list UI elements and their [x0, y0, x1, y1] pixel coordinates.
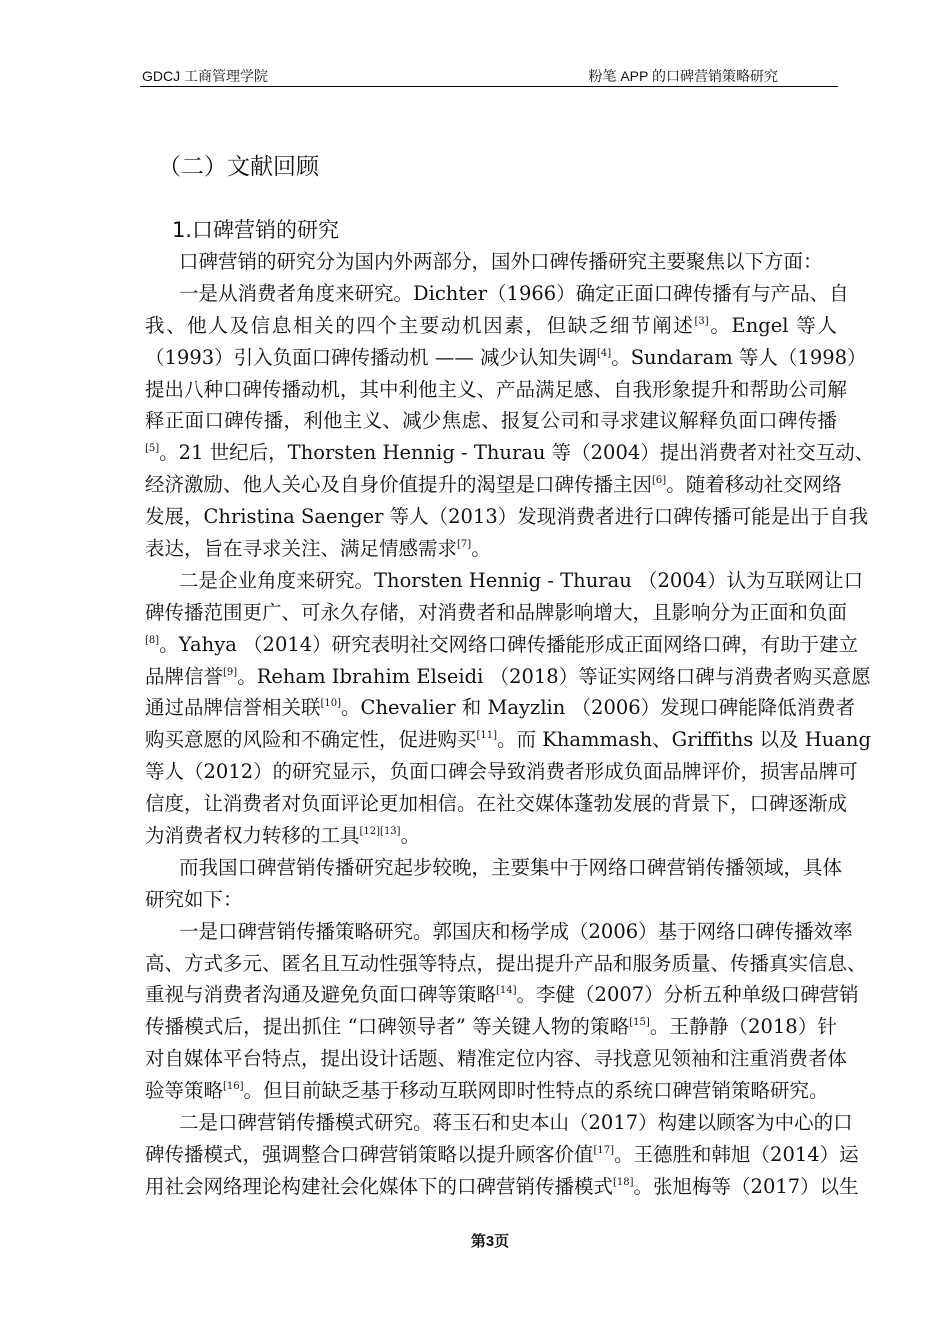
citation-ref: [8]: [145, 634, 160, 646]
citation-ref: [10]: [320, 698, 342, 710]
text-line: [145, 501, 869, 533]
citation-ref: [16]: [223, 1081, 244, 1093]
body-text: [145, 246, 875, 1203]
text-run: 二是口碑营销传播模式研究。蒋玉石和史本山（2017）构建以顾客为中心的口: [179, 1111, 853, 1135]
text-line: [145, 692, 856, 724]
text-line: [145, 565, 864, 597]
text-line: [145, 884, 837, 916]
text-line: [145, 469, 842, 501]
text-run: 购买意愿的风险和不确定性，促进购买: [145, 728, 477, 752]
text-run: 通过品牌信誉相关联: [145, 696, 321, 720]
text-run: 传播模式后，提出抓住 “口碑领导者” 等关键人物的策略: [145, 1015, 630, 1039]
text-run: 信度，让消费者对负面评论更加相信。在社交媒体蓬勃发展的背景下，口碑逐渐成: [145, 792, 848, 816]
section-title: （二）文献回顾: [158, 154, 319, 180]
text-run: 碑传播模式，强调整合口碑营销策略以提升顾客价值: [145, 1142, 594, 1166]
citation-ref: [4]: [597, 347, 612, 359]
text-line: [145, 661, 871, 693]
header-right: 粉笔 APP 的口碑营销策略研究: [588, 68, 778, 84]
text-run: 研究如下：: [145, 887, 243, 911]
text-line: [145, 1011, 837, 1043]
text-run: 。张旭梅等（2017）以生: [633, 1174, 859, 1198]
text-run: 发展，Christina Saenger 等人（2013）发现消费者进行口碑传播可能是出于自我: [145, 505, 869, 529]
text-run: 对自媒体平台特点，提出设计话题、精准定位内容、寻找意见领袖和注重消费者体: [145, 1047, 848, 1071]
citation-ref: [17]: [593, 1144, 615, 1156]
text-line: [145, 724, 871, 756]
text-run: 表达，旨在寻求关注、满足情感需求: [145, 537, 458, 561]
text-run: 等人（2012）的研究显示，负面口碑会导致消费者形成负面品牌评价，损害品牌可: [145, 760, 858, 784]
citation-ref: [3]: [694, 315, 709, 327]
text-run: 。21 世纪后，Thorsten Hennig - Thurau 等（2004）提出消费者对社交互动、: [159, 441, 875, 465]
page-number: 第3页: [470, 1233, 510, 1250]
text-run: 经济激励、他人关心及自身价值提升的渴望是口碑传播主因: [145, 473, 653, 497]
text-run: 。Sundaram 等人（1998）: [611, 345, 867, 369]
text-run: 。李健（2007）分析五种单级口碑营销: [516, 983, 859, 1007]
text-run: 。但目前缺乏基于移动互联网即时性特点的系统口碑营销策略研究。: [243, 1079, 829, 1103]
text-run: 品牌信誉: [145, 664, 224, 688]
text-line: [145, 1171, 859, 1203]
text-run: 。王德胜和韩旭（2014）运: [614, 1142, 859, 1166]
text-run: 一是从消费者角度来研究。Dichter（1966）确定正面口碑传播有与产品、自: [179, 281, 849, 305]
text-line: [145, 788, 848, 820]
text-line: [145, 979, 859, 1011]
text-line: [145, 405, 837, 437]
text-run: 提出八种口碑传播动机，其中利他主义、产品满足感、自我形象提升和帮助公司解: [145, 377, 848, 401]
text-run: 释正面口碑传播，利他主义、减少焦虑、报复公司和寻求建议解释负面口碑传播: [145, 409, 837, 433]
citation-ref: [11]: [476, 730, 498, 742]
text-line: [145, 1107, 853, 1139]
text-line: [145, 374, 848, 406]
text-line: [145, 852, 843, 884]
citation-ref: [6]: [652, 475, 667, 487]
text-line: [145, 1075, 837, 1107]
text-run: 。: [400, 824, 421, 848]
citation-ref: [12]: [359, 826, 381, 838]
text-run: 用社会网络理论构建社会化媒体下的口碑营销传播模式: [145, 1174, 614, 1198]
header-rule: [140, 86, 838, 87]
text-line: [145, 916, 853, 948]
text-run: 。随着移动社交网络: [666, 473, 842, 497]
text-line: [145, 756, 858, 788]
citation-ref: [13]: [380, 826, 401, 838]
citation-ref: [15]: [629, 1017, 650, 1029]
text-line: [145, 533, 837, 565]
text-run: 。: [471, 537, 491, 561]
text-run: 验等策略: [145, 1079, 224, 1103]
text-line: [145, 597, 848, 629]
text-run: 高、方式多元、匿名且互动性强等特点，提出提升产品和服务质量、传播真实信息、: [145, 951, 867, 975]
text-line: [145, 310, 837, 342]
citation-ref: [7]: [457, 539, 472, 551]
text-run: 。而 Khammash、Griffiths 以及 Huang: [497, 728, 871, 752]
text-run: 二是企业角度来研究。Thorsten Hennig - Thurau （2004）认为互联网让口: [179, 568, 864, 592]
text-line: [145, 342, 867, 374]
text-run: 我、他人及信息相关的四个主要动机因素，但缺乏细节阐述: [145, 313, 695, 337]
text-line: [145, 1139, 859, 1171]
text-run: （1993）引入负面口碑传播动机 —— 减少认知失调: [145, 345, 598, 369]
text-run: 。王静静（2018）针: [649, 1015, 837, 1039]
citation-ref: [5]: [145, 443, 160, 455]
subsection-title: 1.口碑营销的研究: [172, 218, 340, 242]
text-line: [145, 437, 875, 469]
text-line: [145, 629, 859, 661]
text-line: [145, 1043, 848, 1075]
text-line: [145, 246, 837, 278]
citation-ref: [9]: [223, 666, 238, 678]
text-run: 。Chevalier 和 Mayzlin （2006）发现口碑能降低消费者: [341, 696, 856, 720]
text-run: 一是口碑营销传播策略研究。郭国庆和杨学成（2006）基于网络口碑传播效率: [179, 919, 853, 943]
citation-ref: [18]: [613, 1176, 634, 1188]
text-run: 。Engel 等人: [708, 313, 837, 337]
text-run: 重视与消费者沟通及避免负面口碑等策略: [145, 983, 497, 1007]
text-run: 为消费者权力转移的工具: [145, 824, 360, 848]
citation-ref: [14]: [496, 985, 517, 997]
header-left: GDCJ 工商管理学院: [142, 68, 268, 84]
text-run: 。Reham Ibrahim Elseidi （2018）等证实网络口碑与消费者购买意愿: [237, 664, 871, 688]
text-run: 。Yahya （2014）研究表明社交网络口碑传播能形成正面网络口碑，有助于建立: [159, 632, 859, 656]
text-line: [145, 948, 867, 980]
text-run: 口碑营销的研究分为国内外两部分，国外口碑传播研究主要聚焦以下方面：: [179, 250, 823, 273]
text-run: 而我国口碑营销传播研究起步较晚，主要集中于网络口碑营销传播领域，具体: [179, 855, 843, 879]
text-line: [145, 278, 849, 310]
text-line: [145, 820, 837, 852]
text-run: 碑传播范围更广、可永久存储，对消费者和品牌影响增大，且影响分为正面和负面: [145, 600, 848, 624]
